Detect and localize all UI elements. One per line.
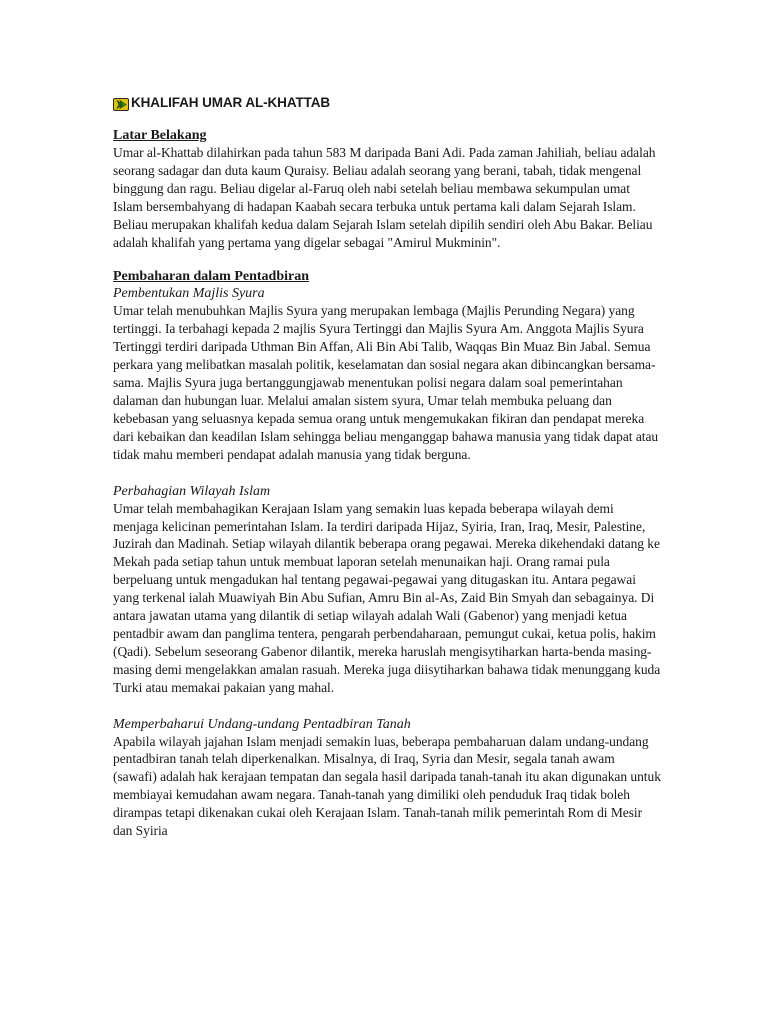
subsection-majlis-syura <box>113 285 661 463</box>
arrow-bullet-icon <box>113 97 129 110</box>
document-page <box>113 93 661 840</box>
subsection-heading: Pembentukan Majlis Syura <box>113 286 265 302</box>
section-latar-belakang <box>113 127 661 251</box>
subsection-undang-undang-tanah <box>113 716 661 840</box>
subsection-heading: Perbahagian Wilayah Islam <box>113 483 271 499</box>
section-heading: Latar Belakang <box>113 128 207 143</box>
section-paragraph: Umar al-Khattab dilahirkan pada tahun 583 M daripada Bani Adi. Pada zaman Jahiliah, beliau adalah seorang sadagar dan duta kaum Quraisy. Beliau adalah seorang yang berani, tabah, tidak mengenal binggung dan ragu. Beliau digelar al-Faruq oleh nabi setelah beliau membawa sekumpulan umat Islam bersembahyang di hadapan Kaabah secara terbuka untuk pertama kali dalam Sejarah Islam. Beliau merupakan khalifah kedua dalam Sejarah Islam setelah dipilih sendiri oleh Abu Bakar. Beliau adalah khalifah yang pertama yang digelar sebagai "Amirul Mukminin". <box>113 145 656 250</box>
subsection-paragraph: Apabila wilayah jajahan Islam menjadi semakin luas, beberapa pembaharuan dalam undang-undang pentadbiran tanah telah diperkenalkan. Misalnya, di Iraq, Syria dan Mesir, segala tanah awam (sawafi) adalah hak kerajaan tempatan dan segala hasil daripada tanah-tanah itu akan digunakan untuk membiayai kemudahan awam negara. Tanah-tanah yang dimiliki oleh penduduk Iraq tidak boleh dirampas tetapi dikenakan cukai oleh Kerajaan Islam. Tanah-tanah milik pemerintah Rom di Mesir dan Syiria <box>113 733 661 839</box>
section-heading: Pembaharan dalam Pentadbiran <box>113 269 310 285</box>
subsection-wilayah-islam <box>113 483 661 697</box>
subsection-heading: Memperbaharui Undang-undang Pentadbiran Tanah <box>113 716 411 732</box>
document-title <box>113 93 661 113</box>
subsection-paragraph: Umar telah menubuhkan Majlis Syura yang merupakan lembaga (Majlis Perunding Negara) yang tertinggi. Ia terbahagi kepada 2 majlis Syura Tertinggi dan Majlis Syura Am. Anggota Majlis Syura Tertinggi terdiri daripada Uthman Bin Affan, Ali Bin Abi Talib, Waqqas Bin Muaz Bin Jabal. Semua perkara yang melibatkan masalah politik, keselamatan dan sosial negara akan dibincangkan bersama-sama. Majlis Syura juga bertanggungjawab menentukan polisi negara dalam soal pemerintahan dalaman dan hubungan luar. Melalui amalan sistem syura, Umar telah membuka peluang dan kebebasan yang seluasnya kepada semua orang untuk mengemukakan fikiran dan pendapat mereka dari kebaikan dan keadilan Islam sehingga beliau menganggap bahawa manusia yang tidak dapat atau tidak mahu memberi pendapat adalah manusia yang tidak berguna. <box>113 303 659 462</box>
section-pembaharan <box>113 268 661 840</box>
subsection-paragraph: Umar telah membahagikan Kerajaan Islam yang semakin luas kepada beberapa wilayah demi menjaga kelicinan pemerintahan Islam. Ia terdiri daripada Hijaz, Syiria, Iran, Iraq, Mesir, Palestine, Juzirah dan Madinah. Setiap wilayah dilantik beberapa orang pegawai. Mereka dikehendaki datang ke Mekah pada setiap tahun untuk membuat laporan setelah menunaikan haji. Orang ramai pula berpeluang untuk mengadukan hal tentang pegawai-pegawai yang ditugaskan itu. Antara pegawai yang terkenal ialah Muawiyah Bin Abu Sufian, Amru Bin al-As, Zaid Bin Smyah dan sebagainya. Di antara jawatan utama yang dilantik di setiap wilayah adalah Wali (Gabenor) yang menjadi ketua pentadbir awam dan panglima tentera, pengarah perbendaharaan, pemungut cukai, ketua polis, hakim (Qadi). Sebelum seseorang Gabenor dilantik, mereka haruslah mengisytiharkan harta-benda masing-masing demi mengelakkan amalan rasuah. Mereka juga diisytiharkan bahawa tidak menunggang kuda Turki atau memakai pakaian yang mahal. <box>113 500 661 695</box>
document-title-text: KHALIFAH UMAR AL-KHATTAB <box>131 95 331 110</box>
